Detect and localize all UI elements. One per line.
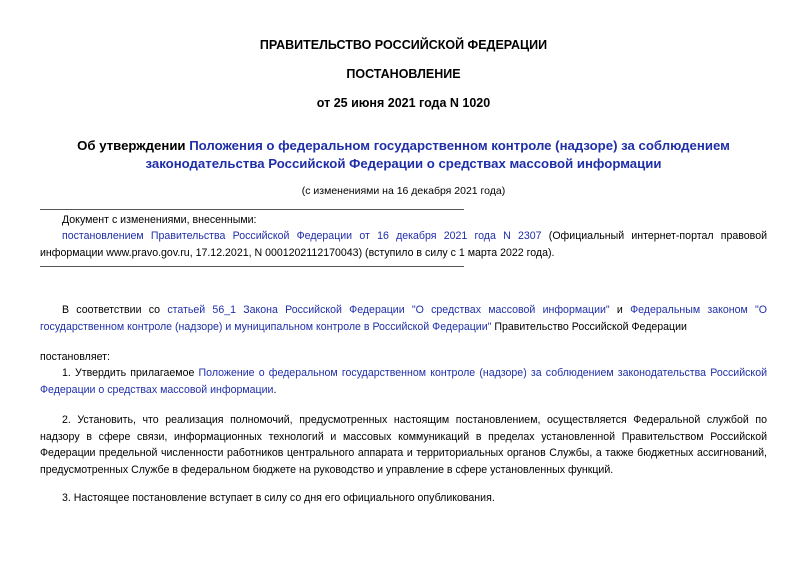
item-1-suffix: . (273, 383, 277, 396)
control-law-link[interactable]: Федеральным законом "О государственном контроле (надзоре) и муниципальном контроле в Российской Федерации" (40, 304, 768, 333)
basis-prefix: В соответствии со (62, 304, 168, 316)
legal-basis-paragraph (40, 302, 767, 335)
basis-mid: и (609, 304, 631, 316)
item-1-paragraph (40, 365, 767, 398)
subject-prefix: Об утверждении (77, 138, 190, 153)
item-2-paragraph (40, 412, 767, 478)
document-type-heading: ПОСТАНОВЛЕНИЕ (346, 67, 461, 81)
document-subject (40, 137, 767, 173)
item-3-text: 3. Настоящее постановление вступает в силу со дня его официального опубликования. (62, 492, 495, 504)
regulation-link[interactable]: Положение о федеральном государственном контроле (надзоре) за соблюдением законодательства Российской Федерации о средствах массовой информации (40, 367, 767, 396)
doc-info-intro: Документ с изменениями, внесенными: (62, 214, 257, 226)
item-1-prefix: 1. Утвердить прилагаемое (62, 367, 199, 379)
subject-regulation-link[interactable]: Положения о федеральном государственном контроле (надзоре) за соблюдением законодательства Российской Федерации о средствах массовой информации (145, 138, 730, 171)
item-2-text: 2. Установить, что реализация полномочий, предусмотренных настоящим постановлением, осуществляется Федеральной службой по надзору в сфере связи, информационных технологий и массовых коммуникаций в пределах установленной Правительством Российской Федерации предельной численности работников центрального аппарата и территориальных органов Службы, а также бюджетных ассигнований, предусмотренных Службе в федеральном бюджете на руководство и управление в сфере установленных функций. (40, 414, 767, 476)
resolves-label: постановляет: (40, 351, 110, 363)
government-heading: ПРАВИТЕЛЬСТВО РОССИЙСКОЙ ФЕДЕРАЦИИ (259, 38, 548, 52)
amendment-details: (Официальный интернет-портал правовой информации www.pravo.gov.ru, 17.12.2021, N 0001202112170043) (вступило в силу с 1 марта 2022 года). (40, 230, 767, 259)
media-law-article-link[interactable]: статьей 56_1 Закона Российской Федерации "О средствах массовой информации" (167, 304, 610, 316)
amendment-decree-link[interactable]: постановлением Правительства Российской Федерации от 16 декабря 2021 года N 2307 (62, 230, 542, 242)
basis-suffix: Правительство Российской Федерации (491, 320, 687, 333)
doc-info-amendment (40, 228, 767, 261)
info-bottom-divider (40, 266, 464, 267)
item-3-paragraph (40, 490, 767, 507)
info-top-divider (40, 209, 464, 210)
changes-note: (с изменениями на 16 декабря 2021 года) (301, 185, 506, 197)
date-number-heading: от 25 июня 2021 года N 1020 (316, 96, 491, 110)
